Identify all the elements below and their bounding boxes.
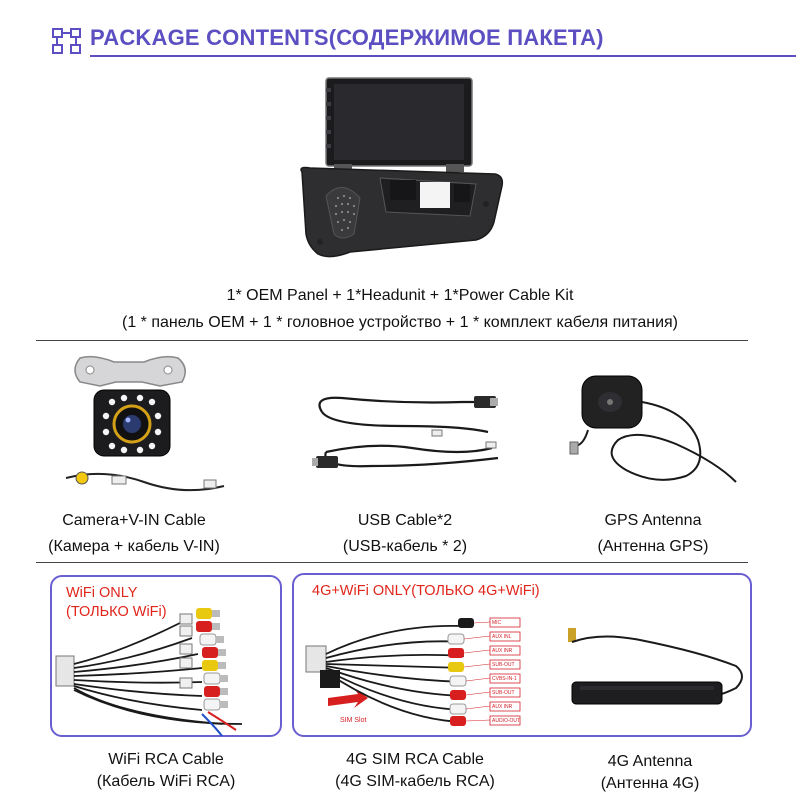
4g-sim-rca-caption-ru: (4G SIM-кабель RCA) [335, 773, 495, 790]
wifi-rca-caption-en: WiFi RCA Cable [108, 751, 224, 768]
reversing-camera-image [64, 352, 234, 502]
port-tag: AUX INR [492, 648, 513, 654]
page-header [52, 22, 752, 58]
network-grid-icon [52, 28, 82, 54]
wifi-only-label: WiFi ONLY [66, 585, 138, 601]
sim-slot-label: SIM Slot [340, 717, 367, 724]
oem-panel-headunit-image [290, 74, 510, 274]
usb-caption-ru: (USB-кабель * 2) [342, 538, 468, 555]
main-kit-caption-en: 1* OEM Panel + 1*Headunit + 1*Power Cable Kit [226, 287, 574, 304]
camera-caption-ru: (Камера + кабель V-IN) [48, 538, 220, 555]
port-tag: SUB-OUT [492, 662, 515, 668]
4g-antenna-image [560, 626, 750, 716]
port-tag: AUX INL [492, 634, 512, 640]
4g-antenna-caption-en: 4G Antenna [607, 753, 693, 770]
4g-sim-rca-caption-en: 4G SIM RCA Cable [346, 751, 484, 768]
section-divider [36, 562, 748, 563]
port-tag: MIC [492, 620, 502, 626]
section-divider [36, 340, 748, 341]
port-tag: AUX INR [492, 704, 513, 710]
gps-caption-en: GPS Antenna [604, 512, 702, 529]
wifi-only-label-ru: (ТОЛЬКО WiFi) [66, 604, 167, 620]
gps-antenna-image [566, 370, 746, 500]
wifi-rca-cable-image [52, 604, 280, 736]
port-tag: CVBS-IN-1 [492, 676, 517, 682]
usb-cables-image [312, 382, 502, 482]
port-tag: AUDIO-OUT [492, 718, 521, 724]
camera-caption-en: Camera+V-IN Cable [62, 512, 206, 529]
gps-caption-ru: (Антенна GPS) [597, 538, 709, 555]
header-underline [90, 55, 796, 57]
4g-wifi-label: 4G+WiFi ONLY(ТОЛЬКО 4G+WiFi) [312, 583, 540, 599]
port-tag: SUB-OUT [492, 690, 515, 696]
4g-antenna-caption-ru: (Антенна 4G) [600, 775, 700, 792]
wifi-rca-caption-ru: (Кабель WiFi RCA) [96, 773, 236, 790]
usb-caption-en: USB Cable*2 [357, 512, 453, 529]
main-kit-caption-ru: (1 * панель OEM + 1 * головное устройство + 1 * комплект кабеля питания) [121, 314, 678, 331]
page-title: PACKAGE CONTENTS(СОДЕРЖИМОЕ ПАКЕТА) [90, 25, 604, 50]
4g-sim-rca-cable-image [298, 604, 538, 736]
